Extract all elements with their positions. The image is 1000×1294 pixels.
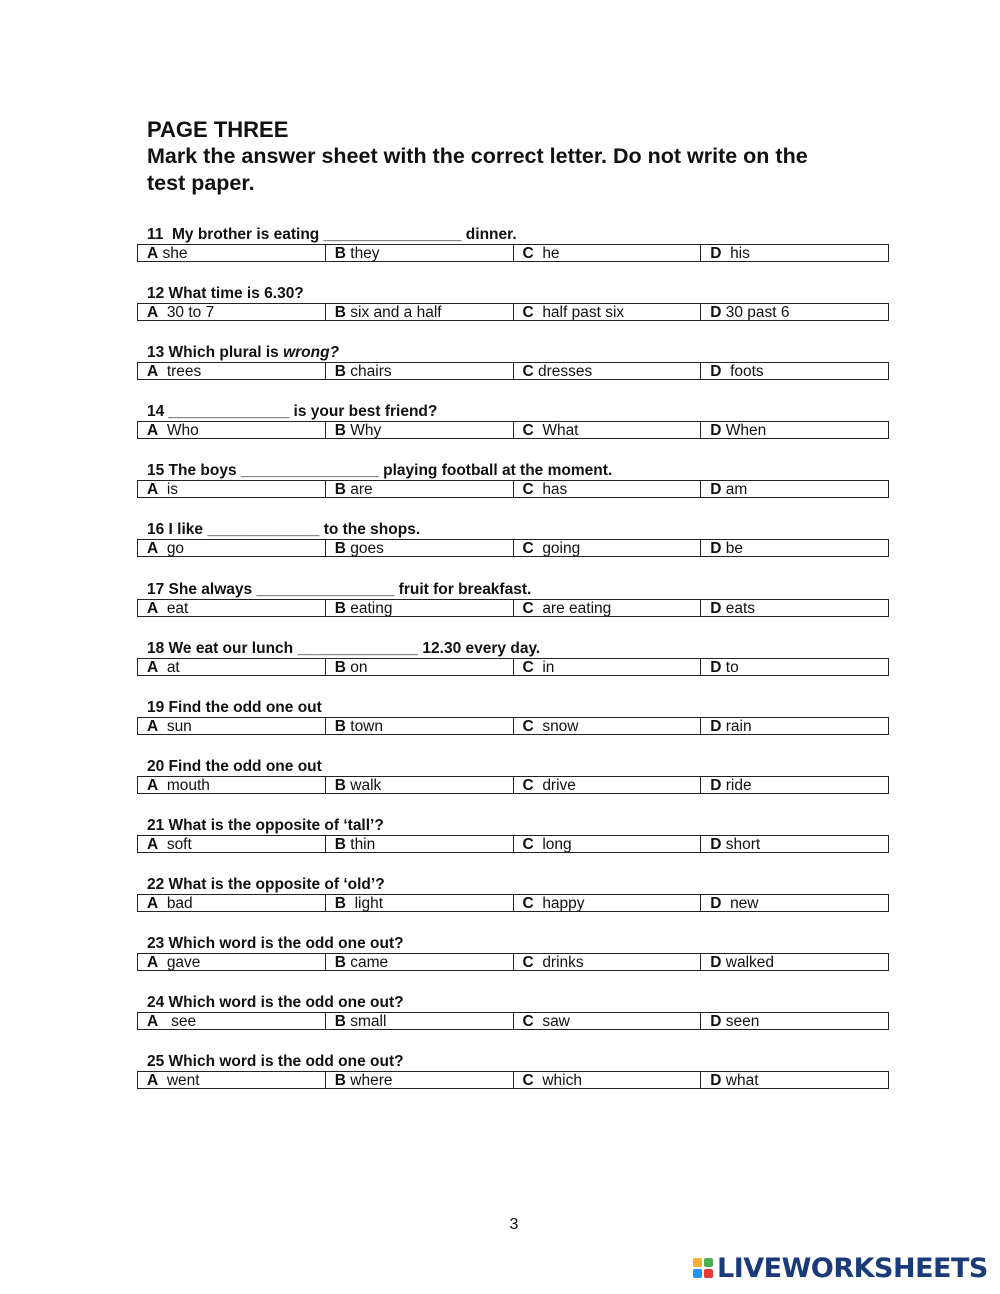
answer-option xyxy=(138,304,325,320)
answer-option xyxy=(513,363,701,379)
option-letter: B xyxy=(334,717,346,735)
option-letter: D xyxy=(710,304,722,322)
answer-options-row xyxy=(137,599,889,617)
option-text: going xyxy=(533,540,581,558)
question-stem: 11 My brother is eating ________________ dinner. xyxy=(147,226,517,243)
question-stem: 16 I like _____________ to the shops. xyxy=(147,521,421,539)
answer-option xyxy=(513,422,701,438)
answer-option xyxy=(138,1013,325,1029)
answer-option xyxy=(325,600,513,616)
option-text: drinks xyxy=(533,954,584,972)
answer-option xyxy=(700,481,888,497)
liveworksheets-logo-icon xyxy=(693,1258,713,1278)
answer-option xyxy=(138,659,325,675)
option-letter: C xyxy=(522,245,534,262)
question-block xyxy=(137,403,889,462)
option-text: am xyxy=(721,481,748,499)
question-block xyxy=(137,640,889,699)
answer-option xyxy=(325,895,513,911)
option-text: short xyxy=(721,835,761,853)
page-title: PAGE THREE xyxy=(147,117,289,142)
option-letter: D xyxy=(710,954,722,972)
option-letter: A xyxy=(147,1013,159,1031)
option-text: saw xyxy=(533,1013,570,1031)
option-text: thin xyxy=(345,835,376,853)
option-text: goes xyxy=(345,540,384,558)
option-letter: D xyxy=(710,835,722,853)
question-stem: 17 She always ________________ fruit for breakfast. xyxy=(147,580,532,598)
option-text: at xyxy=(158,658,180,676)
option-letter: B xyxy=(334,835,346,853)
option-letter: B xyxy=(334,540,346,558)
answer-options-row xyxy=(137,244,889,262)
answer-option xyxy=(325,1013,513,1029)
option-letter: A xyxy=(147,481,159,499)
answer-option xyxy=(513,718,701,734)
option-letter: A xyxy=(147,835,159,853)
answer-options-row xyxy=(137,953,889,971)
option-text: 30 to 7 xyxy=(158,304,215,322)
answer-option xyxy=(513,659,701,675)
answer-option xyxy=(700,600,888,616)
option-letter: B xyxy=(334,954,346,972)
answer-option xyxy=(700,954,888,970)
answer-option xyxy=(513,304,701,320)
answer-option xyxy=(138,1072,325,1088)
question-block xyxy=(137,285,889,344)
logo-square xyxy=(693,1258,702,1267)
option-letter: B xyxy=(334,658,346,676)
answer-option xyxy=(138,600,325,616)
option-text: walked xyxy=(721,954,775,972)
question-block xyxy=(137,1053,889,1112)
option-text: she xyxy=(158,245,188,262)
option-text: came xyxy=(345,954,389,972)
answer-option xyxy=(325,304,513,320)
option-text: small xyxy=(345,1013,387,1031)
answer-option xyxy=(513,600,701,616)
question-list xyxy=(137,226,889,1112)
question-stem: 14 ______________ is your best friend? xyxy=(147,403,438,421)
answer-option xyxy=(513,777,701,793)
instruction-line: Mark the answer sheet with the correct letter. Do not write on the xyxy=(147,144,808,168)
option-letter: D xyxy=(710,422,722,440)
answer-option xyxy=(325,363,513,379)
question-block xyxy=(137,521,889,580)
option-text: town xyxy=(345,717,384,735)
answer-option xyxy=(700,540,888,556)
option-letter: A xyxy=(147,599,159,617)
option-letter: A xyxy=(147,363,159,381)
answer-options-row xyxy=(137,835,889,853)
answer-option xyxy=(513,481,701,497)
option-text: drive xyxy=(533,776,576,794)
question-block xyxy=(137,817,889,876)
answer-option xyxy=(325,481,513,497)
option-letter: C xyxy=(522,658,534,676)
answer-options-row xyxy=(137,717,889,735)
instruction-line: test paper. xyxy=(147,171,255,195)
option-letter: C xyxy=(522,599,534,617)
question-stem-emphasis: wrong? xyxy=(283,344,340,362)
option-text: gave xyxy=(158,954,201,972)
answer-option xyxy=(700,718,888,734)
option-letter: A xyxy=(147,954,159,972)
option-letter: D xyxy=(710,776,722,794)
answer-option xyxy=(138,245,325,261)
option-text: has xyxy=(533,481,568,499)
option-text: mouth xyxy=(158,776,210,794)
answer-option xyxy=(325,245,513,261)
option-letter: B xyxy=(334,599,346,617)
question-block xyxy=(137,876,889,935)
answer-option xyxy=(700,836,888,852)
option-letter: D xyxy=(710,481,722,499)
answer-option xyxy=(325,1072,513,1088)
answer-option xyxy=(513,954,701,970)
option-letter: C xyxy=(522,776,534,794)
question-block xyxy=(137,344,889,403)
option-text: bad xyxy=(158,895,193,913)
question-stem: 18 We eat our lunch ______________ 12.30 every day. xyxy=(147,639,541,657)
question-block xyxy=(137,935,889,994)
option-letter: D xyxy=(710,895,722,913)
question-stem: 23 Which word is the odd one out? xyxy=(147,935,404,953)
answer-options-row xyxy=(137,1071,889,1089)
option-text: dresses xyxy=(533,363,593,381)
option-letter: C xyxy=(522,481,534,499)
option-letter: C xyxy=(522,1013,534,1031)
option-text: which xyxy=(533,1072,582,1090)
answer-option xyxy=(700,895,888,911)
option-text: soft xyxy=(158,835,192,853)
answer-option xyxy=(138,718,325,734)
option-letter: B xyxy=(334,1072,346,1090)
question-stem: 21 What is the opposite of ‘tall’? xyxy=(147,816,384,834)
option-letter: A xyxy=(147,717,159,735)
option-text: his xyxy=(721,245,750,262)
answer-options-row xyxy=(137,776,889,794)
option-text: are eating xyxy=(533,599,612,617)
answer-option xyxy=(700,363,888,379)
question-stem: 15 The boys ________________ playing football at the moment. xyxy=(147,462,613,480)
question-stem-text: 13 Which plural is xyxy=(147,344,284,362)
answer-options-row xyxy=(137,1012,889,1030)
option-letter: A xyxy=(147,245,159,262)
answer-option xyxy=(325,836,513,852)
question-stem xyxy=(137,344,889,362)
option-text: 30 past 6 xyxy=(721,304,790,322)
option-letter: C xyxy=(522,363,534,381)
option-letter: C xyxy=(522,1072,534,1090)
question-block xyxy=(137,462,889,521)
option-text: be xyxy=(721,540,744,558)
answer-option xyxy=(325,422,513,438)
option-letter: A xyxy=(147,1072,159,1090)
option-text: trees xyxy=(158,363,202,381)
answer-option xyxy=(513,836,701,852)
option-text: Who xyxy=(158,422,199,440)
option-text: see xyxy=(158,1013,197,1031)
answer-option xyxy=(513,895,701,911)
option-letter: D xyxy=(710,540,722,558)
option-letter: A xyxy=(147,540,159,558)
liveworksheets-brand xyxy=(693,1253,988,1283)
option-text: in xyxy=(533,658,555,676)
page-number: 3 xyxy=(509,1216,519,1233)
option-letter: C xyxy=(522,540,534,558)
option-text: they xyxy=(345,245,380,262)
brand-name: LIVEWORKSHEETS xyxy=(717,1252,988,1284)
option-text: snow xyxy=(533,717,579,735)
answer-option xyxy=(138,777,325,793)
option-letter: C xyxy=(522,954,534,972)
answer-option xyxy=(700,245,888,261)
option-text: eating xyxy=(345,599,393,617)
option-letter: B xyxy=(334,895,346,913)
option-letter: C xyxy=(522,835,534,853)
option-letter: B xyxy=(334,1013,346,1031)
question-block xyxy=(137,581,889,640)
answer-option xyxy=(138,540,325,556)
option-letter: B xyxy=(334,245,346,262)
answer-options-row xyxy=(137,421,889,439)
answer-option xyxy=(138,363,325,379)
option-text: chairs xyxy=(345,363,392,381)
answer-option xyxy=(138,836,325,852)
option-text: When xyxy=(721,422,767,440)
answer-option xyxy=(700,304,888,320)
option-letter: D xyxy=(710,717,722,735)
option-text: what xyxy=(721,1072,759,1090)
answer-option xyxy=(700,1013,888,1029)
option-letter: D xyxy=(710,1072,722,1090)
answer-option xyxy=(325,718,513,734)
option-letter: A xyxy=(147,422,159,440)
option-text: rain xyxy=(721,717,752,735)
option-letter: B xyxy=(334,776,346,794)
question-stem: 25 Which word is the odd one out? xyxy=(147,1053,404,1071)
option-text: he xyxy=(533,245,560,262)
option-text: eat xyxy=(158,599,189,617)
option-letter: D xyxy=(710,363,722,381)
option-text: light xyxy=(345,895,384,913)
answer-option xyxy=(325,540,513,556)
option-letter: D xyxy=(710,245,722,262)
logo-square xyxy=(693,1269,702,1278)
answer-options-row xyxy=(137,362,889,380)
option-text: to xyxy=(721,658,739,676)
answer-options-row xyxy=(137,303,889,321)
answer-option xyxy=(513,1013,701,1029)
answer-options-row xyxy=(137,658,889,676)
logo-square xyxy=(704,1269,713,1278)
answer-options-row xyxy=(137,539,889,557)
option-text: half past six xyxy=(533,304,625,322)
option-letter: B xyxy=(334,422,346,440)
question-stem: 20 Find the odd one out xyxy=(147,757,322,775)
answer-option xyxy=(138,422,325,438)
logo-square xyxy=(704,1258,713,1267)
answer-option xyxy=(138,954,325,970)
option-text: walk xyxy=(345,776,382,794)
option-text: What xyxy=(533,422,579,440)
answer-option xyxy=(700,1072,888,1088)
question-stem: 12 What time is 6.30? xyxy=(147,285,304,303)
answer-option xyxy=(700,422,888,438)
question-stem: 22 What is the opposite of ‘old’? xyxy=(147,876,385,894)
question-stem: 24 Which word is the odd one out? xyxy=(147,994,404,1012)
option-text: happy xyxy=(533,895,585,913)
option-text: long xyxy=(533,835,572,853)
option-letter: A xyxy=(147,304,159,322)
option-letter: B xyxy=(334,481,346,499)
page-heading xyxy=(147,116,887,197)
question-block xyxy=(137,699,889,758)
option-text: sun xyxy=(158,717,192,735)
option-letter: C xyxy=(522,717,534,735)
option-letter: B xyxy=(334,363,346,381)
answer-option xyxy=(513,1072,701,1088)
option-letter: D xyxy=(710,599,722,617)
option-letter: C xyxy=(522,304,534,322)
option-text: new xyxy=(721,895,759,913)
option-letter: A xyxy=(147,895,159,913)
option-text: Why xyxy=(345,422,382,440)
answer-option xyxy=(138,895,325,911)
option-text: six and a half xyxy=(345,304,442,322)
answer-option xyxy=(325,954,513,970)
answer-option xyxy=(325,777,513,793)
option-letter: A xyxy=(147,658,159,676)
option-text: are xyxy=(345,481,373,499)
option-letter: C xyxy=(522,422,534,440)
question-stem: 19 Find the odd one out xyxy=(147,698,322,716)
option-text: go xyxy=(158,540,185,558)
answer-option xyxy=(513,540,701,556)
option-letter: C xyxy=(522,895,534,913)
answer-options-row xyxy=(137,480,889,498)
answer-option xyxy=(700,659,888,675)
answer-option xyxy=(138,481,325,497)
option-letter: B xyxy=(334,304,346,322)
option-text: went xyxy=(158,1072,200,1090)
answer-option xyxy=(513,245,701,261)
option-text: seen xyxy=(721,1013,760,1031)
answer-options-row xyxy=(137,894,889,912)
option-text: is xyxy=(158,481,179,499)
option-letter: A xyxy=(147,776,159,794)
question-block xyxy=(137,994,889,1053)
option-text: on xyxy=(345,658,368,676)
option-letter: D xyxy=(710,658,722,676)
question-block xyxy=(137,226,889,285)
question-block xyxy=(137,758,889,817)
answer-option xyxy=(700,777,888,793)
option-text: where xyxy=(345,1072,393,1090)
option-text: ride xyxy=(721,776,752,794)
option-text: foots xyxy=(721,363,764,381)
option-letter: D xyxy=(710,1013,722,1031)
option-text: eats xyxy=(721,599,756,617)
answer-option xyxy=(325,659,513,675)
